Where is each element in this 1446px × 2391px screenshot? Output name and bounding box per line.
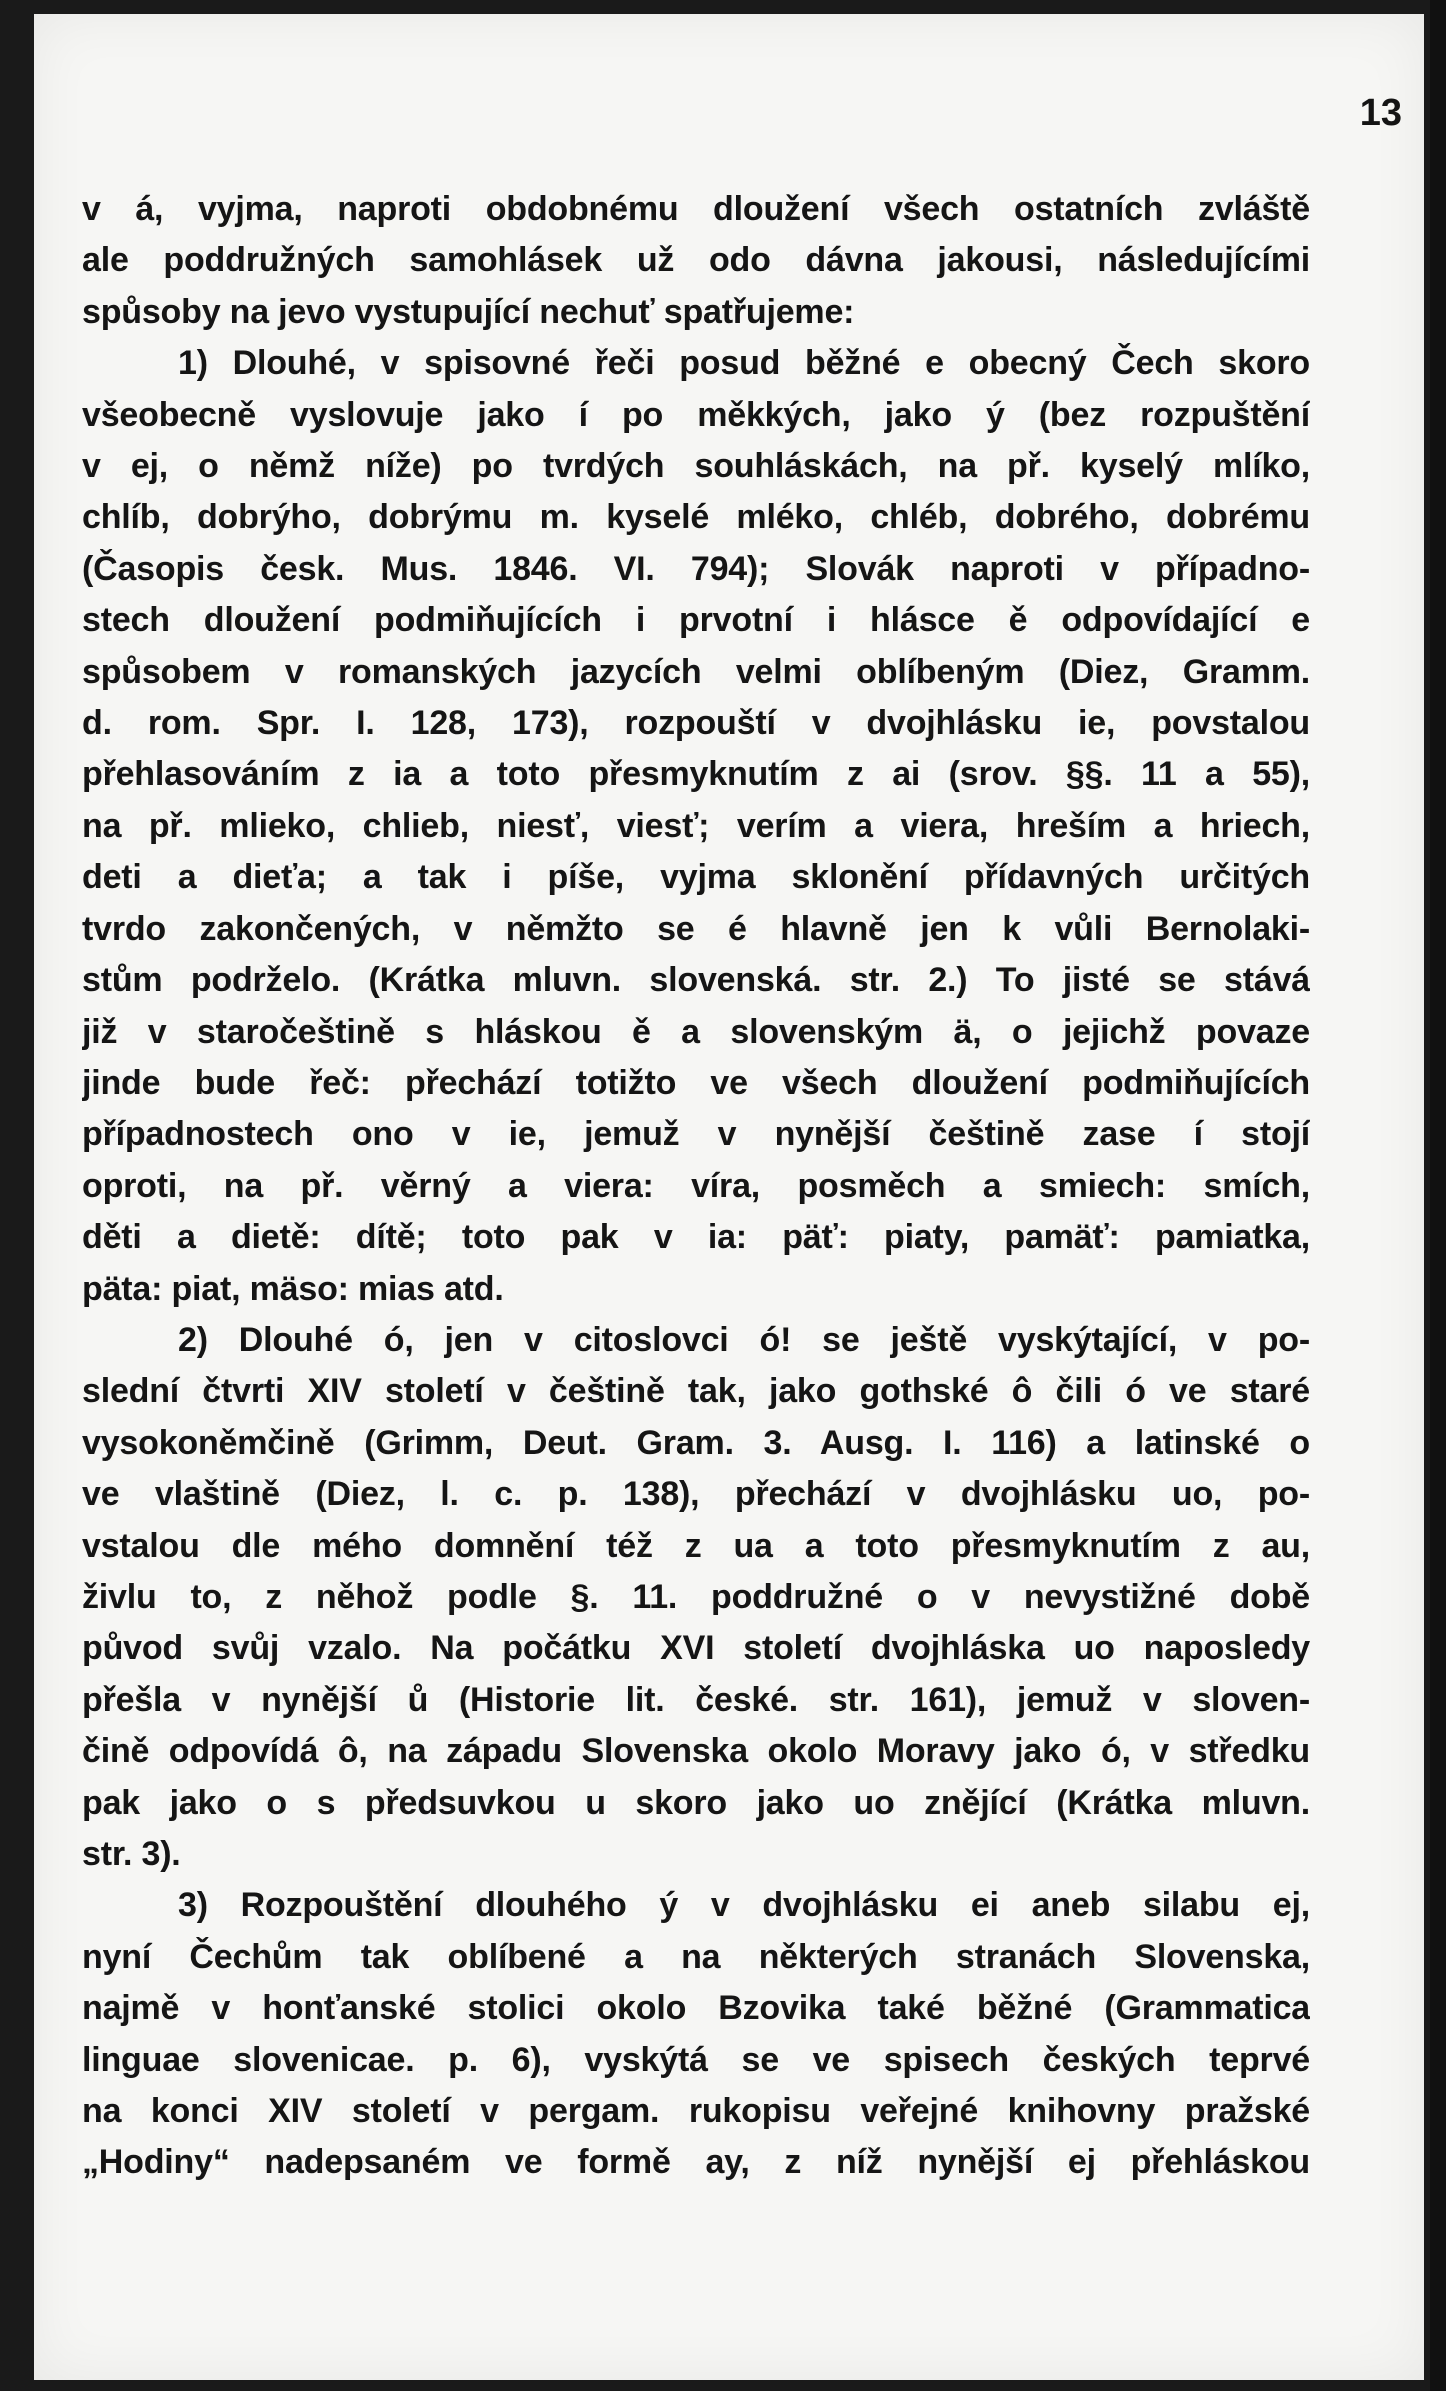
text-line: živlu to, z něhož podle §. 11. poddružné o v nevystižné době <box>82 1577 1310 1616</box>
text-line: pak jako o s předsuvkou u skoro jako uo znějící (Krátka mluvn. <box>82 1783 1310 1822</box>
paragraph-3-start: 3) Rozpouštění dlouhého ý v dvojhlásku ei aneb silabu ej, <box>178 1886 1310 1925</box>
scan-edge <box>1430 0 1446 2391</box>
text-line: chlíb, dobrýho, dobrýmu m. kyselé mléko, chléb, dobrého, dobrému <box>82 498 1310 537</box>
text-line: slední čtvrti XIV století v češtině tak, jako gothské ô čili ó ve staré <box>82 1372 1310 1411</box>
book-page <box>34 14 1424 2380</box>
text-line: ale poddružných samohlásek už odo dávna jakousi, následujícími <box>82 241 1310 280</box>
text-line: případnostech ono v ie, jemuž v nynější češtině zase í stojí <box>82 1115 1310 1154</box>
text-line: spůsoby na jevo vystupující nechuť spatřujeme: <box>82 292 855 331</box>
text-line: deti a dieťa; a tak i píše, vyjma sklonění přídavných určitých <box>82 858 1310 897</box>
text-line: na konci XIV století v pergam. rukopisu veřejné knihovny pražské <box>82 2092 1310 2131</box>
text-line: najmě v honťanské stolici okolo Bzovika také běžné (Grammatica <box>82 1989 1310 2028</box>
text-line: na př. mlieko, chlieb, niesť, viesť; verím a viera, hreším a hriech, <box>82 806 1310 845</box>
text-line: tvrdo zakončených, v němžto se é hlavně jen k vůli Bernolaki- <box>82 909 1310 948</box>
text-line: linguae slovenicae. p. 6), vyskýtá se ve spisech českých teprvé <box>82 2040 1310 2079</box>
text-line: jinde bude řeč: přechází totižto ve všech dloužení podmiňujících <box>82 1063 1310 1102</box>
text-line: stech dloužení podmiňujících i prvotní i hlásce ě odpovídající e <box>82 601 1310 640</box>
page-number: 13 <box>1359 92 1402 134</box>
text-line: ve vlaštině (Diez, l. c. p. 138), přechází v dvojhlásku uo, po- <box>82 1475 1310 1514</box>
text-line: (Časopis česk. Mus. 1846. VI. 794); Slovák naproti v případno- <box>82 549 1310 588</box>
text-line: d. rom. Spr. I. 128, 173), rozpouští v dvojhlásku ie, povstalou <box>82 704 1310 743</box>
text-line: původ svůj vzalo. Na počátku XVI století dvojhláska uo naposledy <box>82 1629 1310 1668</box>
text-line: stům podrželo. (Krátka mluvn. slovenská. str. 2.) To jisté se stává <box>82 961 1310 1000</box>
text-line: oproti, na př. věrný a viera: víra, posměch a smiech: smích, <box>82 1166 1310 1205</box>
text-line: čině odpovídá ô, na západu Slovenska okolo Moravy jako ó, v středku <box>82 1732 1310 1771</box>
text-line: „Hodiny“ nadepsaném ve formě ay, z níž nynější ej přehláskou <box>82 2143 1310 2182</box>
text-line: päta: piat, mäso: mias atd. <box>82 1269 504 1308</box>
text-line: přešla v nynější ů (Historie lit. české. str. 161), jemuž v sloven- <box>82 1680 1310 1719</box>
text-line: vysokoněmčině (Grimm, Deut. Gram. 3. Ausg. I. 116) a latinské o <box>82 1423 1310 1462</box>
body-text <box>82 184 1310 2189</box>
text-line: vstalou dle mého domnění též z ua a toto přesmyknutím z au, <box>82 1526 1310 1565</box>
text-line: str. 3). <box>82 1835 181 1873</box>
text-line: všeobecně vyslovuje jako í po měkkých, jako ý (bez rozpuštění <box>82 395 1310 434</box>
text-line: již v staročeštině s hláskou ě a slovenským ä, o jejichž povaze <box>82 1012 1310 1051</box>
text-line: v ej, o němž níže) po tvrdých souhláskách, na př. kyselý mlíko, <box>82 447 1310 486</box>
text-line: v á, vyjma, naproti obdobnému dloužení všech ostatních zvláště <box>82 190 1310 228</box>
text-line: děti a dietě: dítě; toto pak v ia: päť: piaty, pamäť: pamiatka, <box>82 1218 1310 1257</box>
paragraph-2-start: 2) Dlouhé ó, jen v citoslovci ó! se ještě vyskýtající, v po- <box>178 1320 1310 1359</box>
text-line: nyní Čechům tak oblíbené a na některých stranách Slovenska, <box>82 1937 1310 1976</box>
paragraph-1-start: 1) Dlouhé, v spisovné řeči posud běžné e obecný Čech skoro <box>178 344 1310 383</box>
text-line: spůsobem v romanských jazycích velmi oblíbeným (Diez, Gramm. <box>82 652 1310 691</box>
text-line: přehlasováním z ia a toto přesmyknutím z ai (srov. §§. 11 a 55), <box>82 755 1310 794</box>
